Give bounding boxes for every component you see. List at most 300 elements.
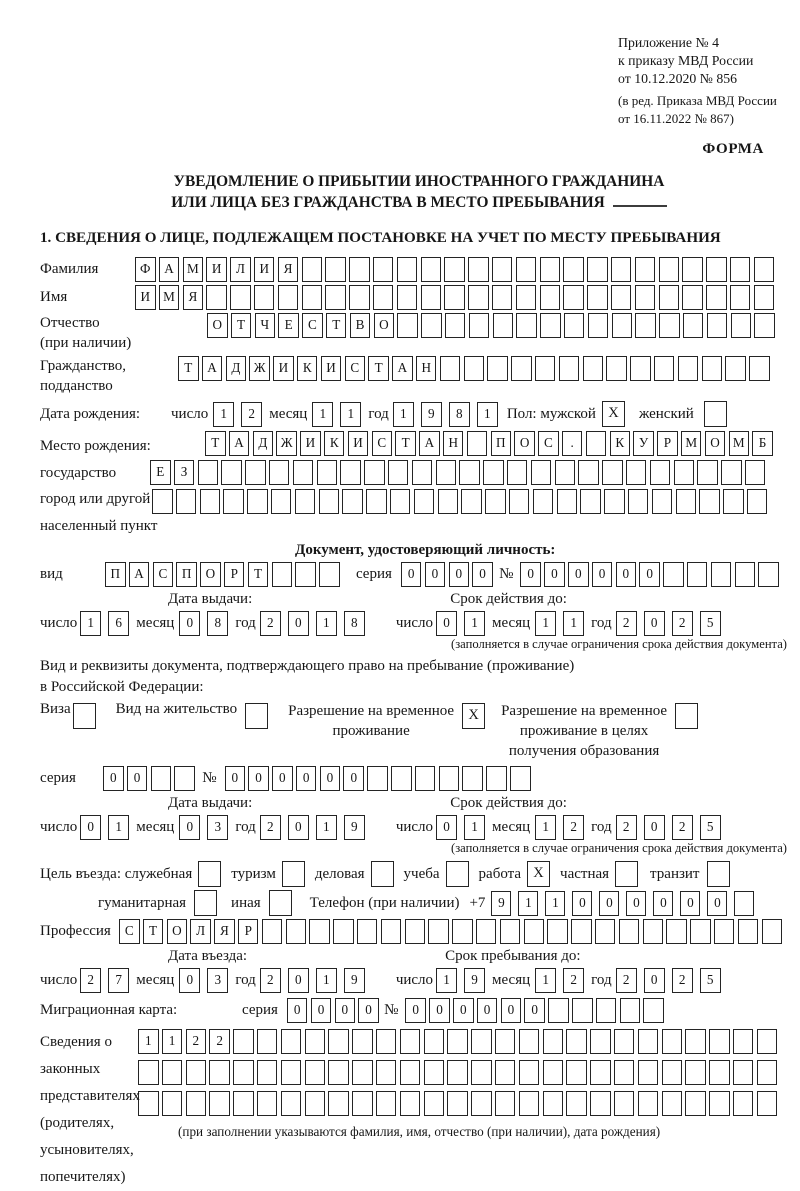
char-cell[interactable]: 0 — [103, 766, 124, 791]
char-cell[interactable] — [635, 313, 656, 338]
char-cell[interactable]: З — [174, 460, 195, 485]
char-cell[interactable]: Т — [231, 313, 252, 338]
char-cell[interactable] — [272, 562, 293, 587]
stay-month[interactable] — [535, 968, 591, 993]
profession-input[interactable] — [119, 919, 785, 944]
char-cell[interactable] — [269, 460, 290, 485]
char-cell[interactable]: 2 — [672, 968, 693, 993]
char-cell[interactable]: С — [538, 431, 559, 456]
char-cell[interactable]: 1 — [213, 402, 234, 427]
char-cell[interactable] — [643, 998, 664, 1023]
checkbox-cell[interactable] — [707, 861, 730, 887]
char-cell[interactable] — [471, 1060, 492, 1085]
char-cell[interactable] — [707, 313, 728, 338]
char-cell[interactable]: 0 — [453, 998, 474, 1023]
char-cell[interactable]: Ж — [249, 356, 270, 381]
char-cell[interactable]: Т — [248, 562, 269, 587]
char-cell[interactable]: 0 — [296, 766, 317, 791]
checkbox-cell[interactable] — [704, 401, 727, 427]
char-cell[interactable] — [471, 1029, 492, 1054]
char-cell[interactable] — [468, 285, 489, 310]
char-cell[interactable]: 0 — [599, 891, 619, 916]
char-cell[interactable] — [397, 313, 418, 338]
stay-year[interactable] — [616, 968, 728, 993]
char-cell[interactable]: 6 — [108, 611, 129, 636]
char-cell[interactable] — [233, 1060, 254, 1085]
char-cell[interactable]: Н — [416, 356, 437, 381]
char-cell[interactable] — [509, 489, 530, 514]
char-cell[interactable] — [424, 1029, 445, 1054]
char-cell[interactable]: 0 — [520, 562, 541, 587]
char-cell[interactable] — [428, 919, 449, 944]
char-cell[interactable]: 2 — [209, 1029, 230, 1054]
char-cell[interactable]: 0 — [644, 968, 665, 993]
char-cell[interactable]: 1 — [436, 968, 457, 993]
char-cell[interactable] — [281, 1029, 302, 1054]
char-cell[interactable] — [540, 257, 561, 282]
char-cell[interactable] — [357, 919, 378, 944]
char-cell[interactable]: 0 — [472, 562, 493, 587]
char-cell[interactable] — [317, 460, 338, 485]
char-cell[interactable] — [690, 919, 711, 944]
char-cell[interactable]: 2 — [186, 1029, 207, 1054]
char-cell[interactable] — [138, 1060, 159, 1085]
char-cell[interactable] — [305, 1029, 326, 1054]
stay-day[interactable] — [436, 968, 492, 993]
char-cell[interactable]: Б — [752, 431, 773, 456]
char-cell[interactable] — [635, 285, 656, 310]
char-cell[interactable]: Р — [224, 562, 245, 587]
char-cell[interactable] — [352, 1060, 373, 1085]
char-cell[interactable] — [439, 766, 460, 791]
char-cell[interactable]: 0 — [179, 815, 200, 840]
checkbox-cell[interactable] — [73, 703, 96, 729]
char-cell[interactable] — [305, 1091, 326, 1116]
char-cell[interactable]: 2 — [563, 968, 584, 993]
char-cell[interactable] — [440, 356, 461, 381]
entry-day[interactable] — [80, 968, 136, 993]
char-cell[interactable]: А — [392, 356, 413, 381]
char-cell[interactable] — [412, 460, 433, 485]
char-cell[interactable] — [367, 766, 388, 791]
char-cell[interactable] — [587, 285, 608, 310]
char-cell[interactable] — [555, 460, 576, 485]
char-cell[interactable]: 2 — [80, 968, 101, 993]
char-cell[interactable] — [492, 285, 513, 310]
char-cell[interactable]: О — [374, 313, 395, 338]
birthplace-line3[interactable] — [152, 489, 800, 514]
birthplace-line1[interactable] — [205, 431, 800, 456]
char-cell[interactable]: 1 — [545, 891, 565, 916]
char-cell[interactable] — [685, 1091, 706, 1116]
permit-valid-month[interactable] — [535, 815, 591, 840]
char-cell[interactable] — [611, 257, 632, 282]
char-cell[interactable] — [397, 257, 418, 282]
char-cell[interactable]: К — [324, 431, 345, 456]
char-cell[interactable]: О — [705, 431, 726, 456]
migration-card-number-input[interactable] — [405, 998, 667, 1023]
char-cell[interactable]: 1 — [477, 402, 498, 427]
checkbox-cell[interactable] — [371, 861, 394, 887]
char-cell[interactable] — [685, 1060, 706, 1085]
patronymic-input[interactable] — [207, 313, 778, 338]
char-cell[interactable]: 2 — [672, 815, 693, 840]
char-cell[interactable] — [295, 562, 316, 587]
char-cell[interactable] — [735, 562, 756, 587]
char-cell[interactable]: Л — [230, 257, 251, 282]
char-cell[interactable]: 0 — [179, 611, 200, 636]
char-cell[interactable]: О — [207, 313, 228, 338]
char-cell[interactable]: 1 — [138, 1029, 159, 1054]
char-cell[interactable] — [376, 1029, 397, 1054]
char-cell[interactable]: 5 — [700, 611, 721, 636]
char-cell[interactable] — [682, 257, 703, 282]
char-cell[interactable] — [628, 489, 649, 514]
char-cell[interactable]: 9 — [344, 968, 365, 993]
char-cell[interactable] — [590, 1060, 611, 1085]
char-cell[interactable] — [467, 431, 488, 456]
entry-year[interactable] — [260, 968, 372, 993]
char-cell[interactable] — [495, 1091, 516, 1116]
char-cell[interactable] — [540, 285, 561, 310]
char-cell[interactable] — [206, 285, 227, 310]
char-cell[interactable] — [602, 460, 623, 485]
char-cell[interactable] — [200, 489, 221, 514]
char-cell[interactable] — [516, 313, 537, 338]
char-cell[interactable] — [245, 460, 266, 485]
char-cell[interactable] — [271, 489, 292, 514]
char-cell[interactable] — [209, 1091, 230, 1116]
char-cell[interactable] — [733, 1091, 754, 1116]
char-cell[interactable]: 0 — [127, 766, 148, 791]
char-cell[interactable] — [638, 1091, 659, 1116]
char-cell[interactable] — [638, 1060, 659, 1085]
representatives-line1[interactable] — [138, 1029, 800, 1054]
char-cell[interactable] — [659, 285, 680, 310]
char-cell[interactable]: 1 — [316, 611, 337, 636]
char-cell[interactable]: Е — [278, 313, 299, 338]
char-cell[interactable]: 8 — [207, 611, 228, 636]
char-cell[interactable]: 3 — [207, 815, 228, 840]
char-cell[interactable] — [319, 489, 340, 514]
char-cell[interactable] — [414, 489, 435, 514]
char-cell[interactable] — [583, 356, 604, 381]
char-cell[interactable] — [635, 257, 656, 282]
char-cell[interactable]: Ф — [135, 257, 156, 282]
char-cell[interactable] — [462, 766, 483, 791]
char-cell[interactable]: 0 — [287, 998, 308, 1023]
char-cell[interactable] — [738, 919, 759, 944]
char-cell[interactable] — [754, 257, 775, 282]
char-cell[interactable] — [349, 257, 370, 282]
char-cell[interactable] — [461, 489, 482, 514]
char-cell[interactable]: . — [562, 431, 583, 456]
char-cell[interactable] — [614, 1029, 635, 1054]
char-cell[interactable] — [254, 285, 275, 310]
char-cell[interactable] — [595, 919, 616, 944]
char-cell[interactable] — [590, 1029, 611, 1054]
char-cell[interactable] — [487, 356, 508, 381]
char-cell[interactable]: 0 — [80, 815, 101, 840]
char-cell[interactable] — [209, 1060, 230, 1085]
char-cell[interactable] — [162, 1091, 183, 1116]
char-cell[interactable]: 2 — [260, 968, 281, 993]
char-cell[interactable] — [697, 460, 718, 485]
char-cell[interactable]: 0 — [320, 766, 341, 791]
char-cell[interactable]: 0 — [436, 815, 457, 840]
char-cell[interactable]: 0 — [288, 611, 309, 636]
char-cell[interactable] — [663, 562, 684, 587]
char-cell[interactable]: Я — [278, 257, 299, 282]
char-cell[interactable] — [721, 460, 742, 485]
char-cell[interactable]: 1 — [340, 402, 361, 427]
char-cell[interactable]: 0 — [425, 562, 446, 587]
char-cell[interactable] — [564, 313, 585, 338]
char-cell[interactable] — [373, 285, 394, 310]
char-cell[interactable] — [349, 285, 370, 310]
char-cell[interactable]: Н — [443, 431, 464, 456]
char-cell[interactable] — [381, 919, 402, 944]
char-cell[interactable] — [438, 489, 459, 514]
surname-input[interactable] — [135, 257, 778, 282]
char-cell[interactable] — [262, 919, 283, 944]
sex-male-checkbox[interactable] — [602, 401, 625, 427]
char-cell[interactable] — [223, 489, 244, 514]
char-cell[interactable] — [754, 313, 775, 338]
char-cell[interactable] — [421, 313, 442, 338]
char-cell[interactable]: 8 — [449, 402, 470, 427]
char-cell[interactable]: 1 — [518, 891, 538, 916]
char-cell[interactable] — [500, 919, 521, 944]
char-cell[interactable] — [516, 257, 537, 282]
char-cell[interactable] — [366, 489, 387, 514]
doc-issue-year[interactable] — [260, 611, 372, 636]
char-cell[interactable] — [436, 460, 457, 485]
char-cell[interactable]: 0 — [436, 611, 457, 636]
char-cell[interactable] — [333, 919, 354, 944]
permit-valid-year[interactable] — [616, 815, 728, 840]
char-cell[interactable]: И — [273, 356, 294, 381]
char-cell[interactable]: С — [153, 562, 174, 587]
char-cell[interactable] — [469, 313, 490, 338]
char-cell[interactable]: Т — [205, 431, 226, 456]
char-cell[interactable] — [352, 1091, 373, 1116]
char-cell[interactable] — [723, 489, 744, 514]
char-cell[interactable] — [424, 1091, 445, 1116]
char-cell[interactable] — [486, 766, 507, 791]
char-cell[interactable] — [305, 1060, 326, 1085]
char-cell[interactable] — [543, 1091, 564, 1116]
permit-issue-month[interactable] — [179, 815, 235, 840]
checkbox-cell[interactable]: X — [602, 401, 625, 427]
char-cell[interactable] — [309, 919, 330, 944]
char-cell[interactable]: 0 — [358, 998, 379, 1023]
char-cell[interactable] — [342, 489, 363, 514]
char-cell[interactable] — [524, 919, 545, 944]
char-cell[interactable]: Я — [183, 285, 204, 310]
char-cell[interactable]: 1 — [80, 611, 101, 636]
char-cell[interactable] — [730, 285, 751, 310]
char-cell[interactable] — [511, 356, 532, 381]
representatives-line2[interactable] — [138, 1060, 800, 1085]
char-cell[interactable]: П — [105, 562, 126, 587]
char-cell[interactable] — [725, 356, 746, 381]
char-cell[interactable]: О — [514, 431, 535, 456]
char-cell[interactable] — [364, 460, 385, 485]
char-cell[interactable] — [519, 1091, 540, 1116]
char-cell[interactable]: Р — [657, 431, 678, 456]
char-cell[interactable] — [714, 919, 735, 944]
char-cell[interactable] — [319, 562, 340, 587]
char-cell[interactable] — [757, 1029, 778, 1054]
char-cell[interactable]: 0 — [449, 562, 470, 587]
temp-permit-checkbox[interactable] — [462, 703, 485, 729]
char-cell[interactable] — [302, 285, 323, 310]
char-cell[interactable] — [471, 1091, 492, 1116]
doc-valid-year[interactable] — [616, 611, 728, 636]
char-cell[interactable]: Д — [253, 431, 274, 456]
char-cell[interactable] — [588, 313, 609, 338]
char-cell[interactable] — [257, 1091, 278, 1116]
char-cell[interactable] — [373, 257, 394, 282]
char-cell[interactable] — [507, 460, 528, 485]
char-cell[interactable]: П — [491, 431, 512, 456]
char-cell[interactable] — [604, 489, 625, 514]
char-cell[interactable]: 0 — [335, 998, 356, 1023]
document-type-input[interactable] — [105, 562, 343, 587]
char-cell[interactable] — [519, 1029, 540, 1054]
char-cell[interactable] — [683, 313, 704, 338]
purpose-transit-checkbox[interactable] — [707, 861, 730, 887]
checkbox-cell[interactable] — [194, 890, 217, 916]
char-cell[interactable]: 0 — [644, 611, 665, 636]
char-cell[interactable] — [230, 285, 251, 310]
checkbox-cell[interactable]: X — [527, 861, 550, 887]
char-cell[interactable] — [702, 356, 723, 381]
char-cell[interactable] — [620, 998, 641, 1023]
char-cell[interactable] — [325, 285, 346, 310]
char-cell[interactable] — [447, 1091, 468, 1116]
entry-month[interactable] — [179, 968, 235, 993]
char-cell[interactable] — [685, 1029, 706, 1054]
char-cell[interactable] — [630, 356, 651, 381]
char-cell[interactable] — [757, 1091, 778, 1116]
checkbox-cell[interactable] — [675, 703, 698, 729]
char-cell[interactable]: 0 — [429, 998, 450, 1023]
checkbox-cell[interactable] — [269, 890, 292, 916]
char-cell[interactable] — [590, 1091, 611, 1116]
checkbox-cell[interactable] — [446, 861, 469, 887]
char-cell[interactable]: 1 — [535, 968, 556, 993]
char-cell[interactable] — [666, 919, 687, 944]
doc-valid-day[interactable] — [436, 611, 492, 636]
purpose-work-checkbox[interactable] — [527, 861, 550, 887]
char-cell[interactable] — [186, 1091, 207, 1116]
document-number-input[interactable] — [520, 562, 782, 587]
char-cell[interactable]: 2 — [563, 815, 584, 840]
char-cell[interactable]: С — [372, 431, 393, 456]
char-cell[interactable] — [563, 257, 584, 282]
char-cell[interactable]: 8 — [344, 611, 365, 636]
char-cell[interactable]: 0 — [639, 562, 660, 587]
char-cell[interactable] — [405, 919, 426, 944]
char-cell[interactable]: С — [345, 356, 366, 381]
char-cell[interactable] — [247, 489, 268, 514]
char-cell[interactable]: 0 — [616, 562, 637, 587]
char-cell[interactable] — [643, 919, 664, 944]
char-cell[interactable]: 0 — [524, 998, 545, 1023]
birth-day-input[interactable] — [213, 402, 269, 427]
sex-female-checkbox[interactable] — [704, 401, 727, 427]
citizenship-input[interactable] — [178, 356, 773, 381]
char-cell[interactable] — [587, 257, 608, 282]
char-cell[interactable] — [650, 460, 671, 485]
char-cell[interactable] — [162, 1060, 183, 1085]
residence-permit-checkbox[interactable] — [245, 703, 268, 729]
permit-valid-day[interactable] — [436, 815, 492, 840]
char-cell[interactable]: Т — [395, 431, 416, 456]
doc-valid-month[interactable] — [535, 611, 591, 636]
char-cell[interactable] — [654, 356, 675, 381]
char-cell[interactable]: 0 — [401, 562, 422, 587]
char-cell[interactable]: И — [321, 356, 342, 381]
char-cell[interactable] — [495, 1029, 516, 1054]
char-cell[interactable]: И — [300, 431, 321, 456]
char-cell[interactable]: 1 — [535, 815, 556, 840]
char-cell[interactable] — [563, 285, 584, 310]
char-cell[interactable] — [492, 257, 513, 282]
char-cell[interactable]: 0 — [653, 891, 673, 916]
char-cell[interactable] — [559, 356, 580, 381]
char-cell[interactable] — [198, 460, 219, 485]
doc-issue-day[interactable] — [80, 611, 136, 636]
char-cell[interactable] — [340, 460, 361, 485]
char-cell[interactable]: 0 — [501, 998, 522, 1023]
char-cell[interactable]: И — [254, 257, 275, 282]
char-cell[interactable] — [176, 489, 197, 514]
char-cell[interactable]: 2 — [241, 402, 262, 427]
char-cell[interactable] — [485, 489, 506, 514]
char-cell[interactable]: 2 — [260, 815, 281, 840]
char-cell[interactable] — [376, 1091, 397, 1116]
char-cell[interactable]: Д — [226, 356, 247, 381]
char-cell[interactable] — [447, 1029, 468, 1054]
char-cell[interactable]: М — [183, 257, 204, 282]
char-cell[interactable]: Е — [150, 460, 171, 485]
char-cell[interactable] — [400, 1029, 421, 1054]
char-cell[interactable] — [557, 489, 578, 514]
char-cell[interactable]: А — [202, 356, 223, 381]
char-cell[interactable]: 0 — [272, 766, 293, 791]
char-cell[interactable]: 3 — [207, 968, 228, 993]
char-cell[interactable] — [415, 766, 436, 791]
char-cell[interactable] — [464, 356, 485, 381]
char-cell[interactable] — [687, 562, 708, 587]
char-cell[interactable] — [699, 489, 720, 514]
char-cell[interactable] — [614, 1091, 635, 1116]
char-cell[interactable]: 0 — [288, 968, 309, 993]
char-cell[interactable]: 1 — [312, 402, 333, 427]
char-cell[interactable] — [662, 1060, 683, 1085]
char-cell[interactable] — [586, 431, 607, 456]
purpose-business-checkbox[interactable] — [371, 861, 394, 887]
given-name-input[interactable] — [135, 285, 778, 310]
char-cell[interactable] — [174, 766, 195, 791]
char-cell[interactable]: К — [610, 431, 631, 456]
char-cell[interactable]: 0 — [225, 766, 246, 791]
char-cell[interactable]: 2 — [260, 611, 281, 636]
char-cell[interactable] — [281, 1060, 302, 1085]
